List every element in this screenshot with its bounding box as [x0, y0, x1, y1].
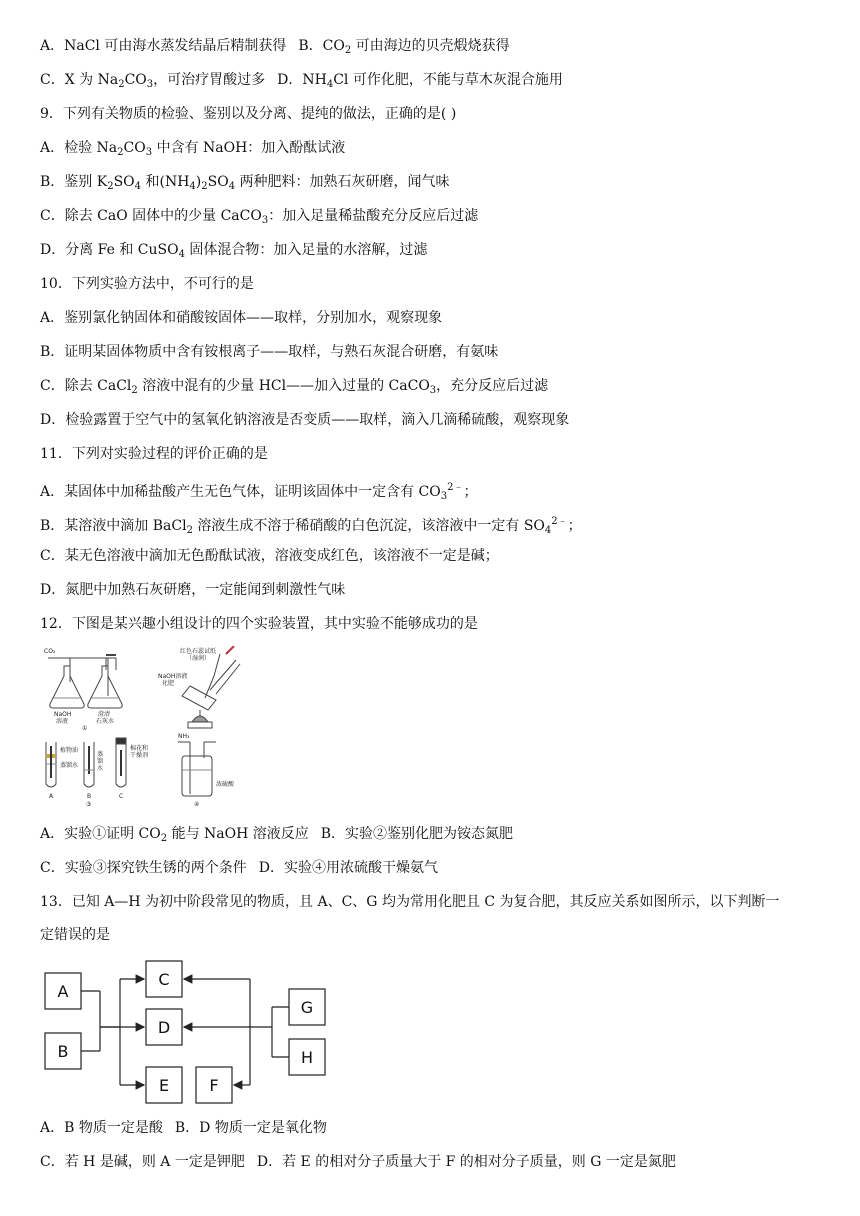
option-text: 两种肥料：加熟石灰研磨，闻气味	[235, 174, 450, 190]
option-text: D．NH	[277, 72, 327, 88]
question-10-option-a: A．鉴别氯化钠固体和硝酸铵固体——取样，分别加水，观察现象	[40, 310, 443, 326]
subscript: 2	[117, 147, 124, 158]
fig3-number: ③	[86, 801, 92, 808]
superscript: 2﹣	[447, 482, 464, 493]
fig1-label: NaOH	[54, 711, 72, 718]
fig1-gas-label: CO₂	[44, 648, 56, 655]
subscript: 3	[145, 147, 153, 158]
option-text: ，充分反应后过滤	[436, 378, 549, 394]
fig3-tube-c: C	[119, 793, 124, 800]
option-text: B．某溶液中滴加 BaCl	[40, 518, 187, 534]
subscript: 2	[186, 525, 193, 536]
option-text: SO	[113, 174, 135, 190]
question-9-option-b	[40, 173, 450, 196]
option-text: C．X 为 Na	[40, 72, 119, 88]
option-text: A．NaCl 可由海水蒸发结晶后精制获得	[40, 38, 287, 54]
box-b-label: B	[57, 1042, 69, 1061]
apparatus-4-wash-bottle	[178, 742, 216, 796]
reaction-diagram	[40, 956, 340, 1106]
option-text: C．实验③探究铁生锈的两个条件	[40, 860, 247, 876]
question-9-option-d	[40, 241, 427, 264]
subscript: 2	[131, 385, 138, 396]
fig3-label: 蒸馏水	[60, 762, 79, 769]
question-9-option-a	[40, 139, 345, 162]
apparatus-figure	[40, 646, 280, 812]
subscript: 4	[178, 249, 185, 260]
apparatus-1-flasks	[48, 655, 122, 708]
fig3-label: 棉花和	[130, 745, 149, 752]
fig3-label: 馏	[97, 758, 104, 765]
option-text: 溶液生成不溶于稀硝酸的白色沉淀，该溶液中一定有 SO	[192, 518, 545, 534]
fig2-label: NaOH溶液	[158, 673, 188, 680]
option-text: 固体混合物：加入足量的水溶解，过滤	[184, 242, 428, 258]
option-text: Cl 可作化肥，不能与草木灰混合施用	[333, 72, 563, 88]
question-12-options-ab	[40, 825, 513, 848]
option-text: )	[195, 174, 202, 190]
box-c-label: C	[158, 970, 170, 989]
option-text: B．鉴别 K	[40, 174, 108, 190]
box-a-label: A	[57, 982, 69, 1001]
option-text: 可由海边的贝壳煅烧获得	[351, 38, 510, 54]
fig1-label: 溶液	[56, 718, 69, 725]
fig1-label: 澄清	[98, 711, 111, 718]
option-text: B．CO	[298, 38, 345, 54]
option-text: ：加入足量稀盐酸充分反应后过滤	[268, 208, 479, 224]
question-13-stem-cont: 定错误的是	[40, 927, 110, 943]
option-text: A．实验①证明 CO	[40, 826, 161, 842]
subscript: 2	[160, 833, 168, 844]
box-d-label: D	[157, 1018, 171, 1037]
question-10-option-c	[40, 377, 548, 400]
subscript: 4	[134, 181, 142, 192]
question-13-options-ab	[40, 1119, 327, 1137]
box-h-label: H	[300, 1048, 314, 1067]
option-text: D．若 E 的相对分子质量大于 F 的相对分子质量，则 G 一定是氮肥	[256, 1154, 676, 1170]
question-11-stem: 11．下列对实验过程的评价正确的是	[40, 446, 268, 462]
question-12-options-cd	[40, 859, 438, 877]
subscript: 4	[189, 181, 196, 192]
option-text: 和(NH	[141, 174, 190, 190]
option-text: C．若 H 是碱，则 A 一定是钾肥	[40, 1154, 245, 1170]
box-g-label: G	[300, 998, 314, 1017]
fig4-gas-label: NH₃	[178, 733, 190, 740]
option-text: C．除去 CaCl	[40, 378, 132, 394]
question-9-option-c	[40, 207, 478, 230]
subscript: 4	[544, 525, 552, 536]
fig1-label: 石灰水	[96, 718, 115, 725]
subscript: 2	[118, 79, 125, 90]
option-text: 溶液中混有的少量 HCl——加入过量的 CaCO	[137, 378, 430, 394]
option-text: ；	[463, 484, 478, 500]
option-text: A．检验 Na	[40, 140, 118, 156]
question-13-options-cd	[40, 1153, 676, 1171]
option-text: ；	[567, 518, 582, 534]
option-text: B．D 物质一定是氧化物	[174, 1120, 327, 1136]
fig4-label: 浓硫酸	[216, 781, 235, 788]
question-9-stem: 9．下列有关物质的检验、鉴别以及分离、提纯的做法，正确的是( )	[40, 106, 457, 122]
fig4-number: ④	[194, 801, 200, 808]
option-text: 能与 NaOH 溶液反应	[167, 826, 309, 842]
fig3-label: 植物油	[60, 747, 79, 754]
question-13-stem: 13．已知 A—H 为初中阶段常见的物质，且 A、C、G 均为常用化肥且 C 为复合肥，其反应关系如图所示，以下判断一	[40, 894, 780, 910]
subscript: 3	[146, 79, 154, 90]
option-text: SO	[207, 174, 229, 190]
fig1-number: ①	[82, 725, 88, 732]
question-11-option-b	[40, 513, 582, 540]
fig3-label: 水	[97, 765, 104, 772]
option-text: A．B 物质一定是酸	[40, 1120, 163, 1136]
option-text: CO	[124, 72, 147, 88]
option-text: CO	[123, 140, 146, 156]
subscript: 3	[440, 491, 448, 502]
option-text: D．实验④用浓硫酸干燥氨气	[258, 860, 438, 876]
subscript: 4	[326, 79, 334, 90]
question-10-option-d: D．检验露置于空气中的氢氧化钠溶液是否变质——取样，滴入几滴稀硫酸，观察现象	[40, 412, 570, 428]
fig2-label: （湿润）	[186, 655, 211, 662]
question-11-option-a	[40, 479, 478, 506]
question-11-option-d: D．氮肥中加熟石灰研磨，一定能闻到刺激性气味	[40, 582, 346, 598]
subscript: 3	[429, 385, 437, 396]
superscript: 2﹣	[551, 516, 568, 527]
fig3-label: 蒸	[97, 751, 104, 758]
subscript: 2	[344, 45, 352, 56]
question-12-stem: 12．下图是某兴趣小组设计的四个实验装置，其中实验不能够成功的是	[40, 616, 478, 632]
subscript: 3	[261, 215, 269, 226]
fig3-label: 干燥剂	[130, 752, 149, 759]
question-10-option-b: B．证明某固体物质中含有铵根离子——取样，与熟石灰混合研磨，有氨味	[40, 344, 499, 360]
option-text: ，可治疗胃酸过多	[153, 72, 266, 88]
question-11-option-c: C．某无色溶液中滴加无色酚酞试液，溶液变成红色，该溶液不一定是碱；	[40, 548, 499, 564]
option-8a-8b	[40, 37, 510, 60]
fig2-label: 化肥	[162, 680, 175, 687]
option-text: A．某固体中加稀盐酸产生无色气体，证明该固体中一定含有 CO	[40, 484, 441, 500]
subscript: 2	[201, 181, 208, 192]
fig2-label: 红色石蕊试纸	[180, 648, 217, 655]
box-e-label: E	[158, 1076, 170, 1095]
option-text: B．实验②鉴别化肥为铵态氮肥	[320, 826, 514, 842]
subscript: 2	[107, 181, 114, 192]
fig3-tube-b: B	[87, 793, 92, 800]
subscript: 4	[228, 181, 236, 192]
fig3-tube-a: A	[49, 793, 54, 800]
question-10-stem: 10．下列实验方法中，不可行的是	[40, 276, 254, 292]
option-text: 中含有 NaOH：加入酚酞试液	[152, 140, 346, 156]
option-text: D．分离 Fe 和 CuSO	[40, 242, 179, 258]
apparatus-3-test-tubes	[46, 738, 126, 787]
option-text: C．除去 CaO 固体中的少量 CaCO	[40, 208, 262, 224]
box-f-label: F	[209, 1076, 219, 1095]
option-8c-8d	[40, 71, 563, 94]
